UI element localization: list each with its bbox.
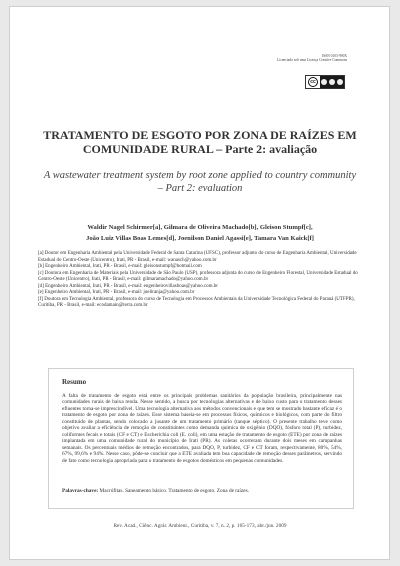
keywords	[62, 488, 342, 494]
cc-logo-icon: cc	[308, 77, 318, 87]
creative-commons-badge[interactable]	[305, 75, 345, 89]
affiliations	[38, 251, 358, 310]
affiliation-b: [b] Engenheiro Ambiental, Irati, PR - Brasil, e-mail: gleisonstumpf@hotmail.com	[38, 264, 202, 270]
author-line-1: Waldir Nagel Schirmer[a], Gilmara de Oliveira Machado[b], Gleison Stumpf[c],	[87, 224, 313, 231]
affiliation-f: [f] Doutora em Tecnologia Ambiental, professora do curso de Tecnologia em Processos Ambientais da Universidade Tecnológica Federal do Paraná (UTFPR), Curitiba, PR - Brasil, e-mail: ecodamain@terra.com.br	[38, 296, 355, 309]
keywords-text: Macrófitas. Saneamento básico. Tratamento de esgoto. Zona de raízes.	[99, 488, 249, 494]
attribution-icon	[321, 79, 327, 85]
article-subtitle-english: A wastewater treatment system by root zone applied to country community – Part 2: evaluation	[43, 170, 357, 194]
author-list	[20, 222, 380, 244]
affiliation-c: [c] Doutora em Engenharia de Materiais pela Universidade de São Paulo (USP), professora adjunta do curso de Engenheiro Florestal, Universidade Estadual do Centro-Oeste (Unicentro), Irati, PR - Brasil, e-mail: gilmaramachado@yahoo.com.br	[38, 270, 358, 283]
affiliation-e: [e] Engenheiro Ambiental, Irati, PR - Brasil, e-mail: joeliranja@yahoo.com.br	[38, 290, 195, 296]
noderivatives-icon	[337, 79, 343, 85]
affiliation-d: [d] Engenheiro Ambiental, Irati, PR - Brasil, e-mail: engenheirovillasboas@yahoo.com.br	[38, 283, 218, 289]
noncommercial-icon	[329, 79, 335, 85]
author-line-2: João Luiz Villas Boas Lemes[d], Joenilson Daniel Agassi[e], Tamara Van Kaick[f]	[86, 235, 314, 242]
abstract-heading: Resumo	[62, 378, 87, 386]
article-title: TRATAMENTO DE ESGOTO POR ZONA DE RAÍZES EM COMUNIDADE RURAL – Parte 2: avaliação	[43, 128, 357, 156]
license-text: Licenciado sob uma Licença Creative Commons	[277, 58, 347, 63]
abstract-text: A falta de tratamento de esgoto está entre os principais problemas sanitários da população brasileira, principalmente nas comunidades rurais de baixa renda. Nesse sentido, a busca por tecnologias alternativas e de baixo custo para o tratamento desses efluentes torna-se imprescindível. Uma tecnologia alternativa aos métodos convencionais e que tem se mostrado bastante eficaz é o tratamento de esgoto por zona de raízes. Esse sistema baseia-se em processos físicos, químicos e biológicos, com parte do filtro constituído de plantas, sendo colocado a jusante de um tratamento primário (tanque séptico). O presente trabalho teve como objetivo avaliar a eficiência de remoção de constituintes como demanda química de oxigênio (DQO), fósforo total (P), turbidez, coliformes fecais e totais (CF e CT) e Escherichia coli (E. coli), em uma estação de tratamento de esgoto (ETE) por zona de raízes implantada em uma comunidade rural do município de Irati (PR). As coletas ocorreram durante dois meses em campanhas semanais. Os percentuais médios de remoção encontrados, para DQO, P, turbidez, CF e CT foram, respectivamente, 80%, 54%, 67%, 99,6% e 94%. Nesse caso, pôde-se concluir que a ETE avaliada tem boa capacidade de remoção desses parâmetros, servindo de fato como tecnologia apropriada para o tratamento de esgotos domésticos em pequenas comunidades.	[62, 393, 342, 464]
issn-label: ISSN 0103-990X	[321, 54, 347, 58]
journal-citation-footer: Rev. Acad., Ciênc. Agrár. Ambient., Curitiba, v. 7, n. 2, p. 165-173, abr./jun. 2009	[113, 523, 287, 529]
keywords-label: Palavras-chave:	[62, 488, 99, 494]
issn-license-note	[277, 54, 347, 63]
cc-terms-icons	[320, 76, 344, 88]
affiliation-a: [a] Doutor em Engenharia Ambiental pela Universidade Federal de Santa Catarina (UFSC), professor adjunto do curso de Engenharia Ambiental, Universidade Estadual do Centro-Oeste (Unicentro), Irati, PR - Brasil, e-mail: wanasch@yahoo.com.br	[38, 251, 357, 263]
